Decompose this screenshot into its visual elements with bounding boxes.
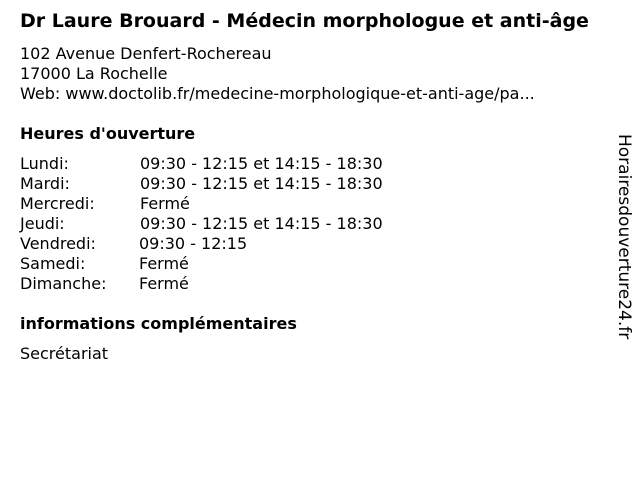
address-city: 17000 La Rochelle [20, 64, 168, 83]
hours-value: 09:30 - 12:15 et 14:15 - 18:30 [140, 154, 383, 173]
day-label: Samedi: [20, 254, 86, 273]
hours-value: 09:30 - 12:15 [139, 234, 248, 253]
address-street: 102 Avenue Denfert-Rochereau [20, 44, 272, 63]
website-link[interactable]: Web: www.doctolib.fr/medecine-morphologique-et-anti-age/pa... [20, 84, 535, 103]
day-label: Mardi: [20, 174, 70, 193]
page-title: Dr Laure Brouard - Médecin morphologue et anti-âge [20, 10, 589, 32]
site-watermark: Horairesdouverture24.fr [614, 134, 634, 340]
day-label: Jeudi: [20, 214, 65, 233]
info-heading: informations complémentaires [20, 314, 297, 333]
day-label: Mercredi: [20, 194, 95, 213]
day-label: Lundi: [20, 154, 69, 173]
address-block [20, 44, 535, 104]
hours-value: 09:30 - 12:15 et 14:15 - 18:30 [140, 174, 383, 193]
hours-heading: Heures d'ouverture [20, 124, 196, 143]
day-label: Dimanche: [20, 274, 107, 293]
hours-value: Fermé [140, 194, 190, 213]
hours-value: 09:30 - 12:15 et 14:15 - 18:30 [140, 214, 383, 233]
info-text: Secrétariat [20, 344, 109, 363]
hours-value: Fermé [139, 254, 189, 273]
day-label: Vendredi: [20, 234, 96, 253]
hours-value: Fermé [139, 274, 189, 293]
